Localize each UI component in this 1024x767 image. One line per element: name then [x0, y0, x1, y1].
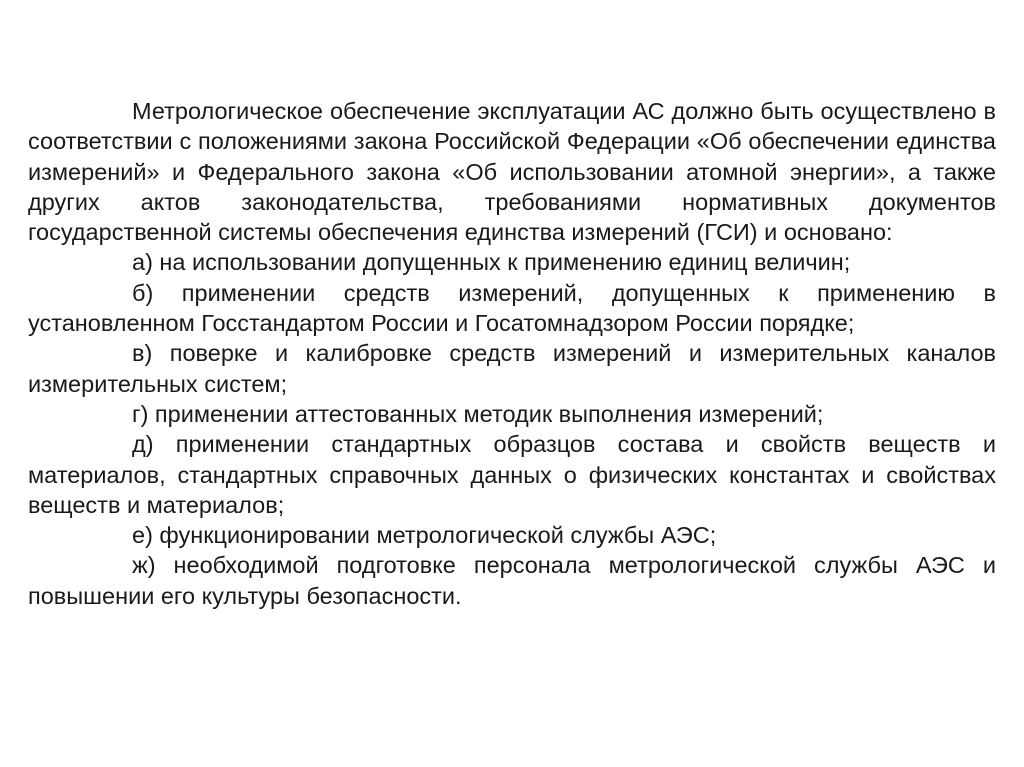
document-body [28, 96, 996, 611]
intro-paragraph: Метрологическое обеспечение эксплуатации АС должно быть осуществлено в соответствии с положениями закона Российской Федерации «Об обеспечении единства измерений» и Федерального закона «Об использовании атомной энергии», а также других актов законодательства, требованиями нормативных документов государственной системы обеспечения единства измерений (ГСИ) и основано: [28, 98, 996, 246]
list-item-zh: ж) необходимой подготовке персонала метрологической службы АЭС и повышении его культуры безопасности. [28, 552, 996, 609]
list-item-b: б) применении средств измерений, допущенных к применению в установленном Госстандартом России и Госатомнадзором России порядке; [28, 279, 996, 337]
list-item-e: е) функционировании метрологической службы АЭС; [132, 522, 717, 549]
list-item-v: в) поверке и калибровке средств измерений и измерительных каналов измерительных систем; [28, 340, 996, 397]
list-item-a: а) на использовании допущенных к применению единиц величин; [132, 249, 851, 276]
list-item-g: г) применении аттестованных методик выполнения измерений; [132, 400, 824, 427]
list-item-d: д) применении стандартных образцов состава и свойств веществ и материалов, стандартных справочных данных о физических константах и свойствах веществ и материалов; [28, 431, 996, 518]
